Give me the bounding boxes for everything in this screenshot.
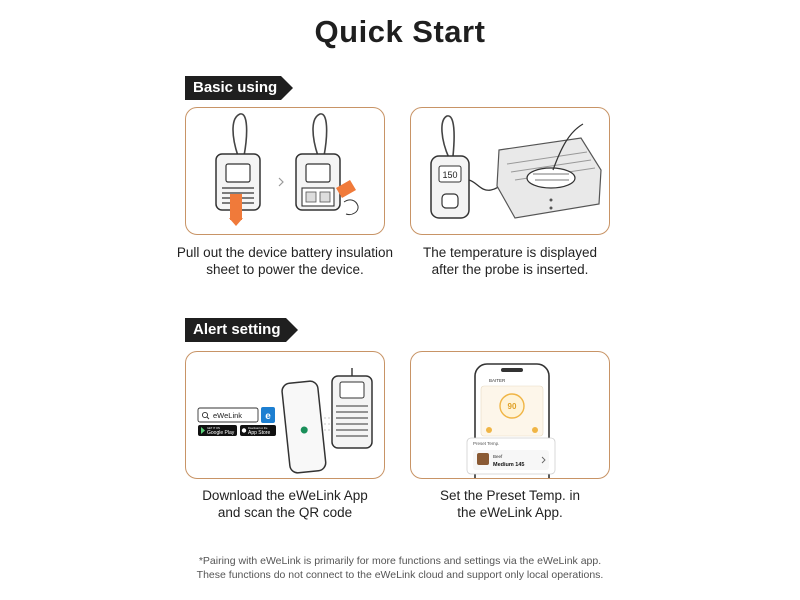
search-label: eWeLink [213, 411, 243, 420]
section-tag-alert-setting: Alert setting [185, 318, 286, 342]
device-display-value: 150 [442, 170, 458, 180]
page-title: Quick Start [314, 14, 486, 49]
ewelink-logo-letter: e [265, 411, 271, 422]
footnote-line1: *Pairing with eWeLink is primarily for more functions and settings via the eWeLink app. [198, 555, 602, 567]
hand-icon [344, 200, 358, 215]
step-card-battery [185, 107, 385, 235]
beef-icon [477, 453, 489, 465]
insulation-sheet-icon [230, 194, 242, 220]
step-caption-probe: The temperature is displayed after the probe is inserted. [422, 245, 598, 277]
meat-icon [527, 168, 575, 188]
step-caption-battery: Pull out the device battery insulation sheet to power the device. [176, 245, 394, 277]
popup-item: Beef [493, 454, 503, 459]
step-card-preset-temp [410, 351, 610, 479]
step-card-probe [410, 107, 610, 235]
svg-text:GET IT ON: GET IT ON [207, 427, 220, 430]
popup-title: Preset Temp. [473, 441, 500, 446]
svg-text:Google Play: Google Play [207, 430, 235, 436]
device-button-icon [442, 194, 458, 208]
preset-temp-illustration [411, 352, 610, 479]
step-caption-download-app: Download the eWeLink App and scan the QR code [202, 488, 368, 520]
step-card-download-app [185, 351, 385, 479]
svg-text:Download on the: Download on the [248, 427, 268, 430]
lanyard-icon [233, 114, 247, 156]
popup-value: Medium 145 [493, 462, 525, 468]
footnote-line2: These functions do not connect to the eWeLink cloud and support only local operations. [196, 569, 604, 581]
arrow-down-icon [229, 218, 243, 226]
svg-text:App Store: App Store [248, 430, 271, 436]
phone-temp-value: 90 [507, 402, 517, 411]
probe-illustration [411, 108, 610, 235]
download-app-illustration [186, 352, 385, 479]
phone-header-text: BAITER [489, 378, 506, 383]
device-front-icon [431, 156, 469, 218]
step-caption-preset-temp: Set the Preset Temp. in the eWeLink App. [439, 488, 581, 520]
device-battery-illustration [186, 108, 385, 235]
chevron-right-icon [279, 178, 283, 186]
section-tag-basic-using: Basic using [185, 76, 281, 100]
apple-icon [242, 428, 246, 432]
